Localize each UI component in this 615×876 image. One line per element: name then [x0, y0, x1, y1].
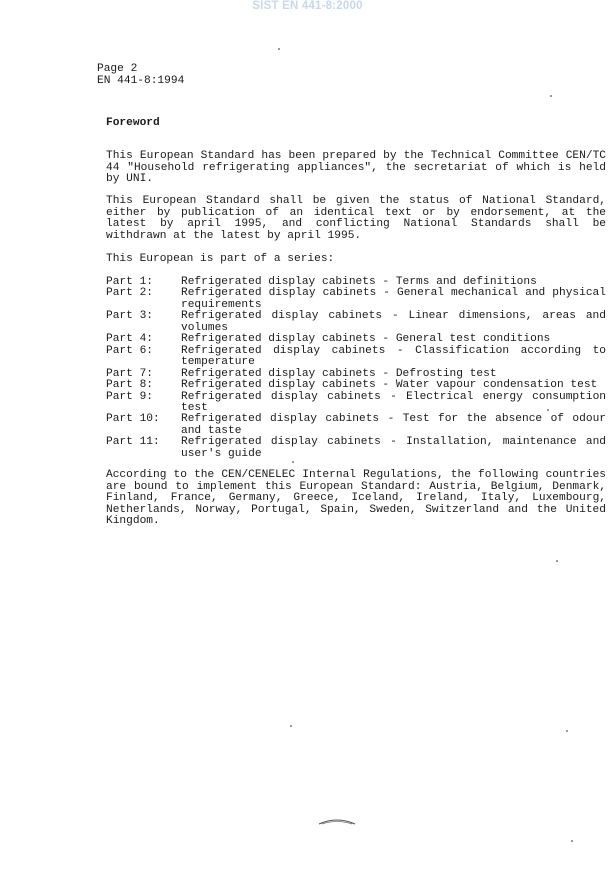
page-number: Page 2	[97, 63, 138, 75]
part-title: Refrigerated display cabinets - Terms and definitions	[181, 276, 537, 288]
part-number: Part 8:	[106, 379, 153, 392]
list-item	[106, 437, 606, 460]
section-title: Foreword	[106, 117, 160, 129]
part-number: Part 7:	[106, 367, 153, 380]
page-header	[97, 63, 184, 87]
part-title: Refrigerated display cabinets - Water vapour condensation test	[181, 379, 598, 392]
part-number: Part 9:	[106, 390, 153, 403]
list-item	[106, 346, 606, 369]
part-title: Refrigerated display cabinets - Classification according to temperature	[181, 344, 606, 369]
part-title: Refrigerated display cabinets - Linear dimensions, areas and volumes	[181, 310, 606, 334]
part-title: Refrigerated display cabinets - Test for the absence of odour and taste	[181, 413, 606, 437]
paragraph-countries: According to the CEN/CENELEC Internal Regulations, the following countries are bound to implement this European Standard: Austria, Belgium, Denmark, Finland, France, Germany, Greece, Iceland, Ireland, Italy, Luxembourg, Netherlands, Norway, Portugal, Spain, Sweden, Switzerland and the United Kingdom.	[106, 469, 606, 528]
part-number: Part 3:	[106, 310, 153, 323]
paragraph-status: This European Standard shall be given the status of National Standard, either by publication of an identical text or by endorsement, at the latest by april 1995, and conflicting National Standards shall be withdrawn at the latest by april 1995.	[106, 195, 606, 242]
list-item	[106, 380, 606, 391]
paragraph-committee: This European Standard has been prepared by the Technical Committee CEN/TC 44 "Household refrigerating appliances", the secretariat of which is held by UNI.	[106, 150, 606, 186]
paragraph-series-intro: This European is part of a series:	[106, 253, 335, 265]
list-item	[106, 414, 606, 437]
part-title: Refrigerated display cabinets - Installation, maintenance and user's guide	[181, 436, 606, 460]
part-number: Part 10:	[106, 413, 160, 426]
part-number: Part 11:	[106, 436, 160, 449]
part-title: Refrigerated display cabinets - General mechanical and physical requirements	[181, 287, 606, 311]
part-number: Part 2:	[106, 287, 153, 300]
part-title: Refrigerated display cabinets - Electrical energy consumption test	[181, 390, 606, 414]
part-number: Part 6:	[106, 344, 153, 357]
part-title: Refrigerated display cabinets - Defrosting test	[181, 367, 497, 380]
part-number: Part 4:	[106, 333, 153, 346]
page-mark-icon	[318, 818, 356, 826]
list-item	[106, 288, 606, 311]
list-item	[106, 334, 606, 345]
list-item	[106, 392, 606, 415]
parts-list	[106, 277, 606, 460]
document-id: EN 441-8:1994	[97, 75, 185, 87]
part-number: Part 1:	[106, 276, 153, 288]
watermark: SIST EN 441-8:2000	[252, 0, 363, 12]
part-title: Refrigerated display cabinets - General test conditions	[181, 333, 551, 346]
list-item	[106, 311, 606, 334]
